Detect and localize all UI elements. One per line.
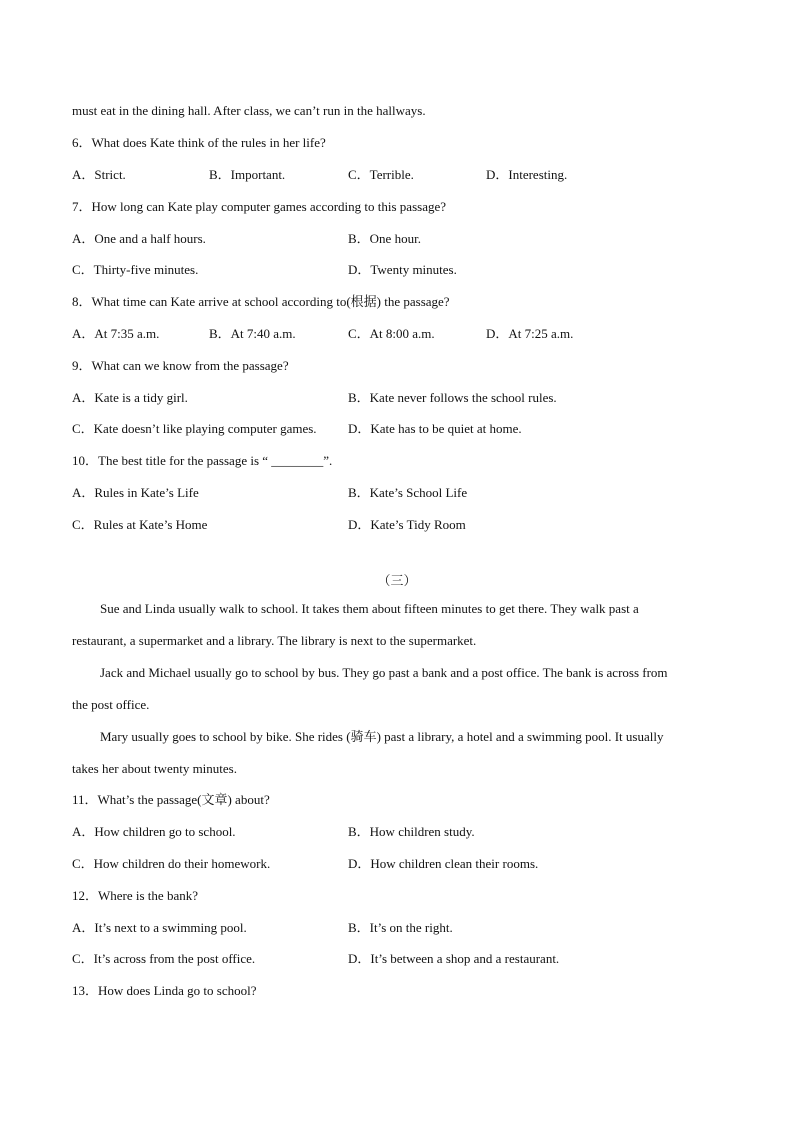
q10-option-a: A．Rules in Kate’s Life [72,485,199,500]
q6-option-c: C．Terrible. [348,167,414,182]
q11-option-c: C．How children do their homework. [72,856,271,871]
q6-option-d: D．Interesting. [486,167,568,182]
question-10: 10．The best title for the passage is “ ________”. [72,453,333,468]
q7-option-a: A．One and a half hours. [72,231,206,246]
question-8: 8．What time can Kate arrive at school according to(根据) the passage? [72,294,450,309]
paragraph-2-line-2: the post office. [72,697,150,712]
paragraph-3-line-2: takes her about twenty minutes. [72,761,237,776]
question-9: 9．What can we know from the passage? [72,358,289,373]
q8-option-d: D．At 7:25 a.m. [486,326,574,341]
paragraph-2-line-1: Jack and Michael usually go to school by bus. They go past a bank and a post office. The bank is across from [100,665,668,680]
q9-option-a: A．Kate is a tidy girl. [72,390,188,405]
q12-option-d: D．It’s between a shop and a restaurant. [348,951,560,966]
q9-option-d: D．Kate has to be quiet at home. [348,421,522,436]
q10-option-d: D．Kate’s Tidy Room [348,517,466,532]
q10-option-b: B．Kate’s School Life [348,485,468,500]
q6-option-a: A．Strict. [72,167,126,182]
q7-option-b: B．One hour. [348,231,421,246]
q8-option-b: B．At 7:40 a.m. [209,326,296,341]
q11-option-b: B．How children study. [348,824,475,839]
question-6: 6．What does Kate think of the rules in her life? [72,135,326,150]
q10-option-c: C．Rules at Kate’s Home [72,517,208,532]
q11-option-a: A．How children go to school. [72,824,236,839]
question-11: 11．What’s the passage(文章) about? [72,792,270,807]
paragraph-1-line-1: Sue and Linda usually walk to school. It takes them about fifteen minutes to get there. They walk past a [100,601,639,616]
question-12: 12．Where is the bank? [72,888,198,903]
q12-option-c: C．It’s across from the post office. [72,951,256,966]
q12-option-a: A．It’s next to a swimming pool. [72,920,247,935]
paragraph-1-line-2: restaurant, a supermarket and a library. The library is next to the supermarket. [72,633,477,648]
q9-option-b: B．Kate never follows the school rules. [348,390,557,405]
q11-option-d: D．How children clean their rooms. [348,856,539,871]
q7-option-d: D．Twenty minutes. [348,262,457,277]
q12-option-b: B．It’s on the right. [348,920,453,935]
q7-option-c: C．Thirty-five minutes. [72,262,199,277]
question-7: 7．How long can Kate play computer games according to this passage? [72,199,446,214]
question-13: 13．How does Linda go to school? [72,983,257,998]
q9-option-c: C．Kate doesn’t like playing computer games. [72,421,317,436]
section-heading: （三） [377,573,417,588]
q8-option-c: C．At 8:00 a.m. [348,326,435,341]
q6-option-b: B．Important. [209,167,286,182]
passage-continuation: must eat in the dining hall. After class, we can’t run in the hallways. [72,103,426,118]
q8-option-a: A．At 7:35 a.m. [72,326,160,341]
paragraph-3-line-1: Mary usually goes to school by bike. She rides (骑车) past a library, a hotel and a swimming pool. It usually [100,729,664,744]
